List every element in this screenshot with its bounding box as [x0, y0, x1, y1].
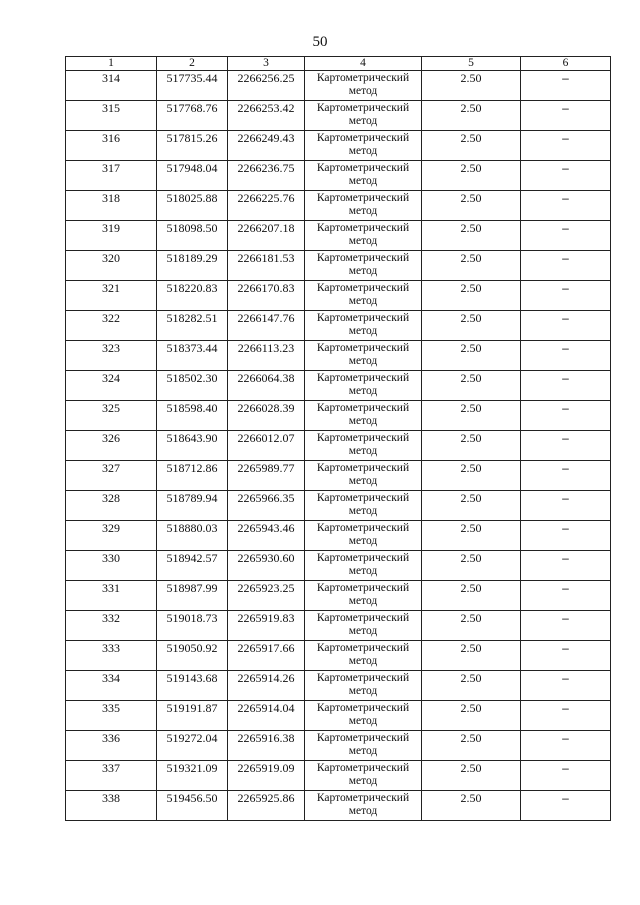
- method-line-1: Картометрический: [316, 402, 410, 414]
- table-row: [66, 641, 611, 671]
- y-coordinate-cell: 2266253.42: [228, 101, 305, 131]
- method-cell: [305, 551, 422, 581]
- accuracy-cell: 2.50: [422, 431, 521, 461]
- note-cell: –: [521, 491, 611, 521]
- note-cell: –: [521, 251, 611, 281]
- x-coordinate-cell: 519018.73: [157, 611, 228, 641]
- note-cell: –: [521, 311, 611, 341]
- note-cell: –: [521, 401, 611, 431]
- method-cell: [305, 761, 422, 791]
- y-coordinate-cell: 2265989.77: [228, 461, 305, 491]
- accuracy-cell: 2.50: [422, 371, 521, 401]
- method-line-2: метод: [348, 715, 378, 727]
- method-cell: [305, 491, 422, 521]
- note-cell: –: [521, 71, 611, 101]
- method-cell: [305, 701, 422, 731]
- point-number-cell: 323: [66, 341, 157, 371]
- note-cell: –: [521, 731, 611, 761]
- table-row: [66, 251, 611, 281]
- note-cell: –: [521, 461, 611, 491]
- method-line-1: Картометрический: [316, 282, 410, 294]
- method-line-2: метод: [348, 745, 378, 757]
- method-line-1: Картометрический: [316, 642, 410, 654]
- y-coordinate-cell: 2265923.25: [228, 581, 305, 611]
- accuracy-cell: 2.50: [422, 71, 521, 101]
- table-row: [66, 521, 611, 551]
- note-cell: –: [521, 371, 611, 401]
- point-number-cell: 330: [66, 551, 157, 581]
- x-coordinate-cell: 519143.68: [157, 671, 228, 701]
- method-line-2: метод: [348, 205, 378, 217]
- y-coordinate-cell: 2266113.23: [228, 341, 305, 371]
- accuracy-cell: 2.50: [422, 731, 521, 761]
- column-header: 6: [521, 57, 611, 71]
- page-number: 50: [312, 34, 328, 50]
- column-header: 2: [157, 57, 228, 71]
- x-coordinate-cell: 519191.87: [157, 701, 228, 731]
- x-coordinate-cell: 518712.86: [157, 461, 228, 491]
- accuracy-cell: 2.50: [422, 131, 521, 161]
- note-cell: –: [521, 341, 611, 371]
- accuracy-cell: 2.50: [422, 791, 521, 821]
- point-number-cell: 336: [66, 731, 157, 761]
- method-line-2: метод: [348, 775, 378, 787]
- point-number-cell: 334: [66, 671, 157, 701]
- accuracy-cell: 2.50: [422, 461, 521, 491]
- table-row: [66, 791, 611, 821]
- point-number-cell: 319: [66, 221, 157, 251]
- note-cell: –: [521, 281, 611, 311]
- table-row: [66, 281, 611, 311]
- method-cell: [305, 131, 422, 161]
- x-coordinate-cell: 517948.04: [157, 161, 228, 191]
- table-row: [66, 311, 611, 341]
- accuracy-cell: 2.50: [422, 521, 521, 551]
- method-cell: [305, 371, 422, 401]
- y-coordinate-cell: 2265917.66: [228, 641, 305, 671]
- y-coordinate-cell: 2265930.60: [228, 551, 305, 581]
- y-coordinate-cell: 2265943.46: [228, 521, 305, 551]
- point-number-cell: 329: [66, 521, 157, 551]
- method-cell: [305, 101, 422, 131]
- method-line-2: метод: [348, 175, 378, 187]
- method-cell: [305, 461, 422, 491]
- x-coordinate-cell: 518789.94: [157, 491, 228, 521]
- note-cell: –: [521, 701, 611, 731]
- accuracy-cell: 2.50: [422, 671, 521, 701]
- method-line-2: метод: [348, 355, 378, 367]
- method-line-1: Картометрический: [316, 612, 410, 624]
- x-coordinate-cell: 519321.09: [157, 761, 228, 791]
- table-row: [66, 491, 611, 521]
- table-row: [66, 731, 611, 761]
- accuracy-cell: 2.50: [422, 161, 521, 191]
- y-coordinate-cell: 2265925.86: [228, 791, 305, 821]
- x-coordinate-cell: 518373.44: [157, 341, 228, 371]
- method-line-2: метод: [348, 415, 378, 427]
- note-cell: –: [521, 521, 611, 551]
- method-line-2: метод: [348, 595, 378, 607]
- accuracy-cell: 2.50: [422, 491, 521, 521]
- method-line-1: Картометрический: [316, 732, 410, 744]
- x-coordinate-cell: 518598.40: [157, 401, 228, 431]
- y-coordinate-cell: 2266170.83: [228, 281, 305, 311]
- point-number-cell: 324: [66, 371, 157, 401]
- table-row: [66, 71, 611, 101]
- method-cell: [305, 311, 422, 341]
- method-line-1: Картометрический: [316, 432, 410, 444]
- method-cell: [305, 401, 422, 431]
- x-coordinate-cell: 518282.51: [157, 311, 228, 341]
- note-cell: –: [521, 641, 611, 671]
- note-cell: –: [521, 611, 611, 641]
- method-line-2: метод: [348, 475, 378, 487]
- column-header: 3: [228, 57, 305, 71]
- method-line-1: Картометрический: [316, 72, 410, 84]
- table-row: [66, 191, 611, 221]
- note-cell: –: [521, 101, 611, 131]
- note-cell: –: [521, 761, 611, 791]
- method-cell: [305, 581, 422, 611]
- x-coordinate-cell: 519456.50: [157, 791, 228, 821]
- point-number-cell: 321: [66, 281, 157, 311]
- point-number-cell: 332: [66, 611, 157, 641]
- method-line-1: Картометрический: [316, 492, 410, 504]
- column-header: 4: [305, 57, 422, 71]
- column-header: 5: [422, 57, 521, 71]
- accuracy-cell: 2.50: [422, 641, 521, 671]
- method-line-2: метод: [348, 85, 378, 97]
- y-coordinate-cell: 2266028.39: [228, 401, 305, 431]
- method-cell: [305, 191, 422, 221]
- y-coordinate-cell: 2265916.38: [228, 731, 305, 761]
- method-line-2: метод: [348, 655, 378, 667]
- table-row: [66, 161, 611, 191]
- method-line-1: Картометрический: [316, 522, 410, 534]
- accuracy-cell: 2.50: [422, 311, 521, 341]
- method-line-2: метод: [348, 235, 378, 247]
- x-coordinate-cell: 518942.57: [157, 551, 228, 581]
- method-cell: [305, 281, 422, 311]
- accuracy-cell: 2.50: [422, 581, 521, 611]
- note-cell: –: [521, 191, 611, 221]
- table-row: [66, 131, 611, 161]
- point-number-cell: 317: [66, 161, 157, 191]
- column-header: 1: [66, 57, 157, 71]
- method-cell: [305, 641, 422, 671]
- table-row: [66, 761, 611, 791]
- point-number-cell: 338: [66, 791, 157, 821]
- x-coordinate-cell: 517815.26: [157, 131, 228, 161]
- x-coordinate-cell: 518502.30: [157, 371, 228, 401]
- point-number-cell: 325: [66, 401, 157, 431]
- table-row: [66, 101, 611, 131]
- method-cell: [305, 791, 422, 821]
- x-coordinate-cell: 518987.99: [157, 581, 228, 611]
- method-cell: [305, 731, 422, 761]
- note-cell: –: [521, 551, 611, 581]
- method-cell: [305, 161, 422, 191]
- method-line-1: Картометрический: [316, 672, 410, 684]
- table-row: [66, 581, 611, 611]
- accuracy-cell: 2.50: [422, 401, 521, 431]
- method-cell: [305, 521, 422, 551]
- method-line-2: метод: [348, 115, 378, 127]
- accuracy-cell: 2.50: [422, 611, 521, 641]
- point-number-cell: 322: [66, 311, 157, 341]
- table-row: [66, 461, 611, 491]
- method-cell: [305, 671, 422, 701]
- y-coordinate-cell: 2265919.83: [228, 611, 305, 641]
- y-coordinate-cell: 2265966.35: [228, 491, 305, 521]
- method-cell: [305, 431, 422, 461]
- point-number-cell: 314: [66, 71, 157, 101]
- x-coordinate-cell: 518880.03: [157, 521, 228, 551]
- method-line-1: Картометрический: [316, 762, 410, 774]
- accuracy-cell: 2.50: [422, 551, 521, 581]
- point-number-cell: 318: [66, 191, 157, 221]
- point-number-cell: 331: [66, 581, 157, 611]
- method-line-2: метод: [348, 805, 378, 817]
- accuracy-cell: 2.50: [422, 221, 521, 251]
- table-row: [66, 371, 611, 401]
- accuracy-cell: 2.50: [422, 341, 521, 371]
- point-number-cell: 333: [66, 641, 157, 671]
- method-line-2: метод: [348, 325, 378, 337]
- x-coordinate-cell: 519272.04: [157, 731, 228, 761]
- table-row: [66, 221, 611, 251]
- note-cell: –: [521, 131, 611, 161]
- method-line-1: Картометрический: [316, 552, 410, 564]
- method-line-1: Картометрический: [316, 372, 410, 384]
- method-line-2: метод: [348, 145, 378, 157]
- note-cell: –: [521, 161, 611, 191]
- method-line-1: Картометрический: [316, 192, 410, 204]
- y-coordinate-cell: 2266064.38: [228, 371, 305, 401]
- x-coordinate-cell: 519050.92: [157, 641, 228, 671]
- method-line-1: Картометрический: [316, 132, 410, 144]
- y-coordinate-cell: 2266207.18: [228, 221, 305, 251]
- table-row: [66, 671, 611, 701]
- y-coordinate-cell: 2265914.04: [228, 701, 305, 731]
- accuracy-cell: 2.50: [422, 251, 521, 281]
- point-number-cell: 326: [66, 431, 157, 461]
- method-cell: [305, 221, 422, 251]
- y-coordinate-cell: 2265919.09: [228, 761, 305, 791]
- method-line-1: Картометрический: [316, 102, 410, 114]
- table-header-row: [66, 57, 611, 71]
- note-cell: –: [521, 791, 611, 821]
- method-line-1: Картометрический: [316, 462, 410, 474]
- method-line-2: метод: [348, 685, 378, 697]
- note-cell: –: [521, 581, 611, 611]
- y-coordinate-cell: 2266181.53: [228, 251, 305, 281]
- note-cell: –: [521, 221, 611, 251]
- point-number-cell: 327: [66, 461, 157, 491]
- x-coordinate-cell: 518025.88: [157, 191, 228, 221]
- method-cell: [305, 341, 422, 371]
- point-number-cell: 337: [66, 761, 157, 791]
- x-coordinate-cell: 518098.50: [157, 221, 228, 251]
- point-number-cell: 335: [66, 701, 157, 731]
- y-coordinate-cell: 2266012.07: [228, 431, 305, 461]
- y-coordinate-cell: 2266225.76: [228, 191, 305, 221]
- method-line-1: Картометрический: [316, 582, 410, 594]
- method-line-2: метод: [348, 265, 378, 277]
- y-coordinate-cell: 2265914.26: [228, 671, 305, 701]
- table-row: [66, 341, 611, 371]
- method-cell: [305, 251, 422, 281]
- coordinates-table: [65, 56, 611, 821]
- point-number-cell: 328: [66, 491, 157, 521]
- method-cell: [305, 611, 422, 641]
- method-line-2: метод: [348, 565, 378, 577]
- table-row: [66, 701, 611, 731]
- x-coordinate-cell: 518220.83: [157, 281, 228, 311]
- table-row: [66, 401, 611, 431]
- x-coordinate-cell: 518189.29: [157, 251, 228, 281]
- x-coordinate-cell: 518643.90: [157, 431, 228, 461]
- method-line-1: Картометрический: [316, 702, 410, 714]
- accuracy-cell: 2.50: [422, 191, 521, 221]
- table-row: [66, 551, 611, 581]
- method-line-1: Картометрический: [316, 162, 410, 174]
- note-cell: –: [521, 431, 611, 461]
- method-cell: [305, 71, 422, 101]
- accuracy-cell: 2.50: [422, 761, 521, 791]
- method-line-2: метод: [348, 505, 378, 517]
- y-coordinate-cell: 2266236.75: [228, 161, 305, 191]
- x-coordinate-cell: 517768.76: [157, 101, 228, 131]
- accuracy-cell: 2.50: [422, 101, 521, 131]
- table-body: [66, 71, 611, 821]
- accuracy-cell: 2.50: [422, 281, 521, 311]
- y-coordinate-cell: 2266256.25: [228, 71, 305, 101]
- method-line-2: метод: [348, 295, 378, 307]
- method-line-1: Картометрический: [316, 252, 410, 264]
- y-coordinate-cell: 2266147.76: [228, 311, 305, 341]
- x-coordinate-cell: 517735.44: [157, 71, 228, 101]
- method-line-1: Картометрический: [316, 792, 410, 804]
- method-line-2: метод: [348, 535, 378, 547]
- method-line-2: метод: [348, 385, 378, 397]
- method-line-2: метод: [348, 445, 378, 457]
- accuracy-cell: 2.50: [422, 701, 521, 731]
- method-line-2: метод: [348, 625, 378, 637]
- note-cell: –: [521, 671, 611, 701]
- table-row: [66, 431, 611, 461]
- point-number-cell: 320: [66, 251, 157, 281]
- y-coordinate-cell: 2266249.43: [228, 131, 305, 161]
- point-number-cell: 316: [66, 131, 157, 161]
- table-row: [66, 611, 611, 641]
- method-line-1: Картометрический: [316, 222, 410, 234]
- method-line-1: Картометрический: [316, 342, 410, 354]
- method-line-1: Картометрический: [316, 312, 410, 324]
- point-number-cell: 315: [66, 101, 157, 131]
